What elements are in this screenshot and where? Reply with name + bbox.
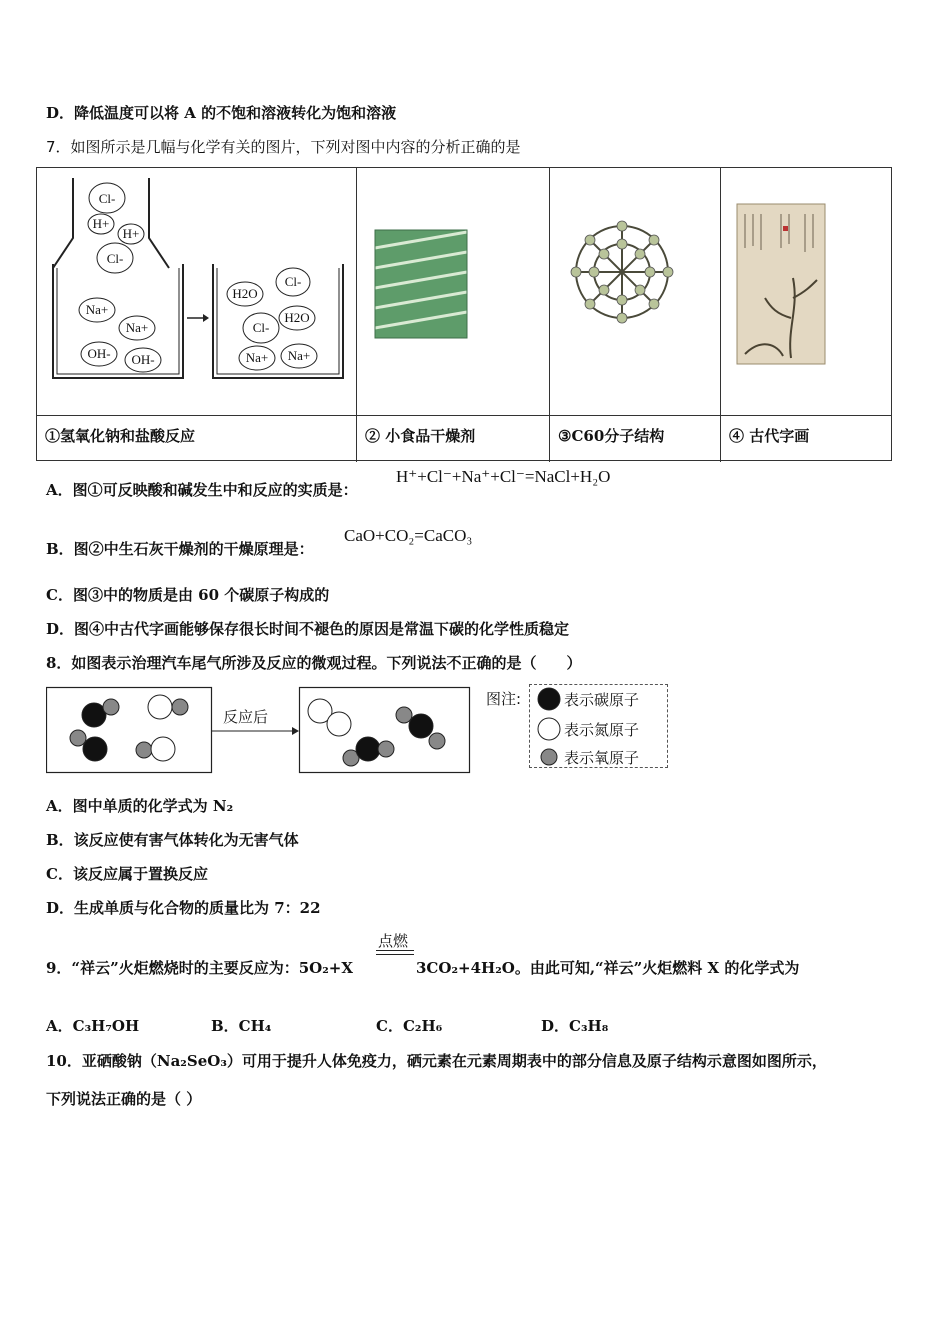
ion-label: Cl- — [252, 320, 270, 335]
q7-caption-1: ①氢氧化钠和盐酸反应 — [37, 416, 357, 462]
q9-option-b: B．CH₄ — [211, 1017, 272, 1035]
ion-label: Na+ — [245, 350, 269, 365]
q8-option-c: C．该反应属于置换反应 — [46, 865, 208, 883]
q9-stem-before: 9．“祥云”火炬燃烧时的主要反应为：5O₂+X — [46, 959, 353, 977]
ion-label: Cl- — [106, 251, 124, 266]
q7-caption-3: ③C60分子结构 — [550, 416, 721, 462]
ion-label: H2O — [232, 286, 258, 301]
q7-caption-2: ② 小食品干燥剂 — [357, 416, 550, 462]
q7-option-c: C．图③中的物质是由 60 个碳原子构成的 — [46, 586, 330, 604]
ion-label: H+ — [92, 216, 110, 231]
ion-label: Cl- — [98, 191, 116, 206]
q7-option-a-equation: H⁺+Cl⁻+Na⁺+Cl⁻=NaCl+H₂O — [396, 467, 611, 486]
q7-caption-row — [37, 415, 891, 462]
ion-label: OH- — [131, 352, 155, 367]
q8-legend-title: 图注: — [486, 690, 522, 708]
q9-equals-top — [376, 950, 414, 951]
q6-option-d: D．降低温度可以将 A 的不饱和溶液转化为饱和溶液 — [46, 104, 397, 122]
q8-stem: 8．如图表示治理汽车尾气所涉及反应的微观过程。下列说法不正确的是（ ） — [46, 654, 582, 672]
ion-label: OH- — [87, 346, 111, 361]
q7-neutralization-image — [37, 168, 357, 416]
ion-label: H+ — [122, 226, 140, 241]
q7-option-d: D．图④中古代字画能够保存很长时间不褪色的原因是常温下碳的化学性质稳定 — [46, 620, 570, 638]
q7-figure-table — [36, 167, 892, 461]
q9-option-a: A．C₃H₇OH — [46, 1017, 140, 1035]
q8-option-d: D．生成单质与化合物的质量比为 7：22 — [46, 899, 321, 917]
q7-option-a: A．图①可反映酸和碱发生中和反应的实质是： — [46, 481, 358, 499]
q8-option-b: B．该反应使有害气体转化为无害气体 — [46, 831, 299, 849]
q8-reaction-diagram — [46, 686, 476, 782]
q7-desiccant-image — [357, 168, 550, 416]
q7-painting-image — [721, 168, 891, 416]
q10-stem-line1: 10．亚硒酸钠（Na₂SeO₃）可用于提升人体免疫力，硒元素在元素周期表中的部分信息及原子结构示意图如图所示， — [46, 1052, 827, 1070]
q10-stem-line2: 下列说法正确的是（ ） — [46, 1090, 202, 1108]
q7-stem: 7．如图所示是几幅与化学有关的图片，下列对图中内容的分析正确的是 — [46, 138, 521, 156]
q9-option-c: C．C₂H₆ — [376, 1017, 443, 1035]
q8-option-a: A．图中单质的化学式为 N₂ — [46, 797, 234, 815]
ion-label: Na+ — [85, 302, 109, 317]
ion-label: H2O — [284, 310, 310, 325]
q7-option-b: B．图②中生石灰干燥剂的干燥原理是： — [46, 540, 314, 558]
legend-nitrogen: 表示氮原子 — [564, 721, 640, 739]
q7-option-b-equation: CaO+CO₂=CaCO₃ — [344, 526, 473, 545]
legend-carbon: 表示碳原子 — [564, 691, 640, 709]
ion-label: Na+ — [287, 348, 311, 363]
q9-stem-after: 3CO₂+4H₂O。由此可知,“祥云”火炬燃料 X 的化学式为 — [416, 959, 800, 977]
ion-label: Na+ — [125, 320, 149, 335]
q8-arrow-label: 反应后 — [223, 708, 269, 726]
q7-c60-image — [550, 168, 721, 416]
legend-oxygen: 表示氧原子 — [564, 749, 640, 767]
q9-condition: 点燃 — [378, 932, 409, 950]
ion-label: Cl- — [284, 274, 302, 289]
q8-legend — [529, 684, 668, 768]
q7-caption-4: ④ 古代字画 — [729, 427, 810, 445]
q9-option-d: D．C₃H₈ — [541, 1017, 609, 1035]
q9-equals-bottom — [376, 954, 414, 955]
